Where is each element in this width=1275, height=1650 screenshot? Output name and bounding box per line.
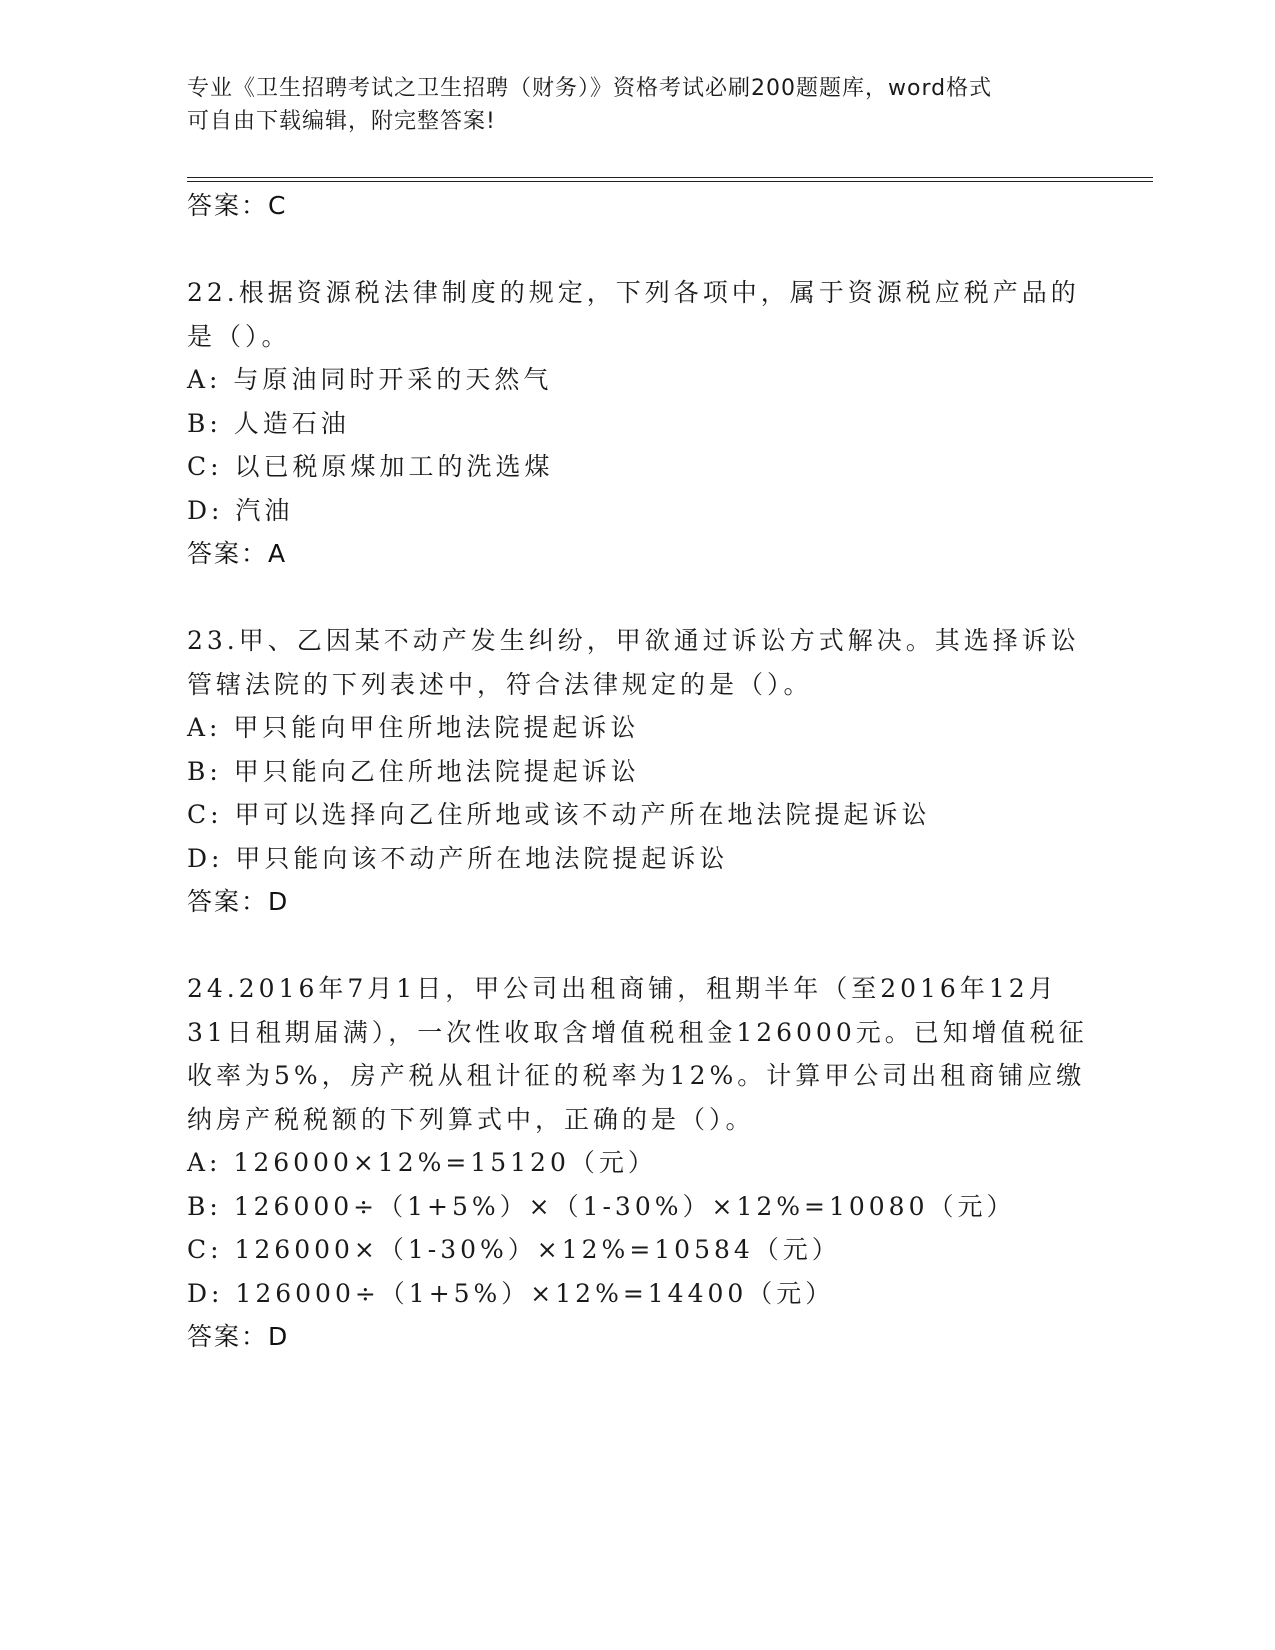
question-22-option-c: C: 以已税原煤加工的洗选煤 (187, 452, 554, 481)
question-22-stem-line-1: 22.根据资源税法律制度的规定，下列各项中，属于资源税应税产品的 (187, 278, 1080, 307)
header-divider (187, 177, 1153, 182)
question-23-option-a: A: 甲只能向甲住所地法院提起诉讼 (187, 713, 640, 742)
question-22-option-a: A: 与原油同时开采的天然气 (187, 365, 553, 394)
previous-answer: 答案：C (187, 191, 288, 220)
question-22-option-b: B: 人造石油 (187, 409, 350, 438)
question-24-option-a: A: 126000×12%=15120（元） (187, 1148, 657, 1177)
question-24-stem-line-4: 纳房产税税额的下列算式中，正确的是（）。 (187, 1105, 755, 1134)
question-23-stem-line-1: 23.甲、乙因某不动产发生纠纷，甲欲通过诉讼方式解决。其选择诉讼 (187, 626, 1080, 655)
question-24-stem-line-1: 24.2016年7月1日，甲公司出租商铺，租期半年（至2016年12月 (187, 974, 1058, 1003)
question-23-option-d: D: 甲只能向该不动产所在地法院提起诉讼 (187, 844, 729, 873)
question-23-option-c: C: 甲可以选择向乙住所地或该不动产所在地法院提起诉讼 (187, 800, 931, 829)
question-24-option-b: B: 126000÷（1+5%）×（1-30%）×12%=10080（元） (187, 1192, 1016, 1221)
question-24-stem-line-2: 31日租期届满），一次性收取含增值税租金126000元。已知增值税征 (187, 1018, 1088, 1047)
header-line-2: 可自由下载编辑，附完整答案! (187, 109, 496, 134)
question-24-answer: 答案：D (187, 1322, 290, 1351)
question-22-stem-line-2: 是（）。 (187, 322, 291, 351)
question-24-option-c: C: 126000×（1-30%）×12%=10584（元） (187, 1235, 841, 1264)
question-23-option-b: B: 甲只能向乙住所地法院提起诉讼 (187, 757, 640, 786)
question-24-stem-line-3: 收率为5%，房产税从租计征的税率为12%。计算甲公司出租商铺应缴 (187, 1061, 1086, 1090)
page-header (187, 72, 1087, 138)
question-23-stem-line-2: 管辖法院的下列表述中，符合法律规定的是（）。 (187, 670, 813, 699)
question-24-option-d: D: 126000÷（1+5%）×12%=14400（元） (187, 1279, 835, 1308)
question-23-answer: 答案：D (187, 887, 290, 916)
question-22-option-d: D: 汽油 (187, 496, 294, 525)
question-22-answer: 答案：A (187, 539, 288, 568)
header-line-1: 专业《卫生招聘考试之卫生招聘（财务）》资格考试必刷200题题库，word格式 (187, 76, 993, 101)
